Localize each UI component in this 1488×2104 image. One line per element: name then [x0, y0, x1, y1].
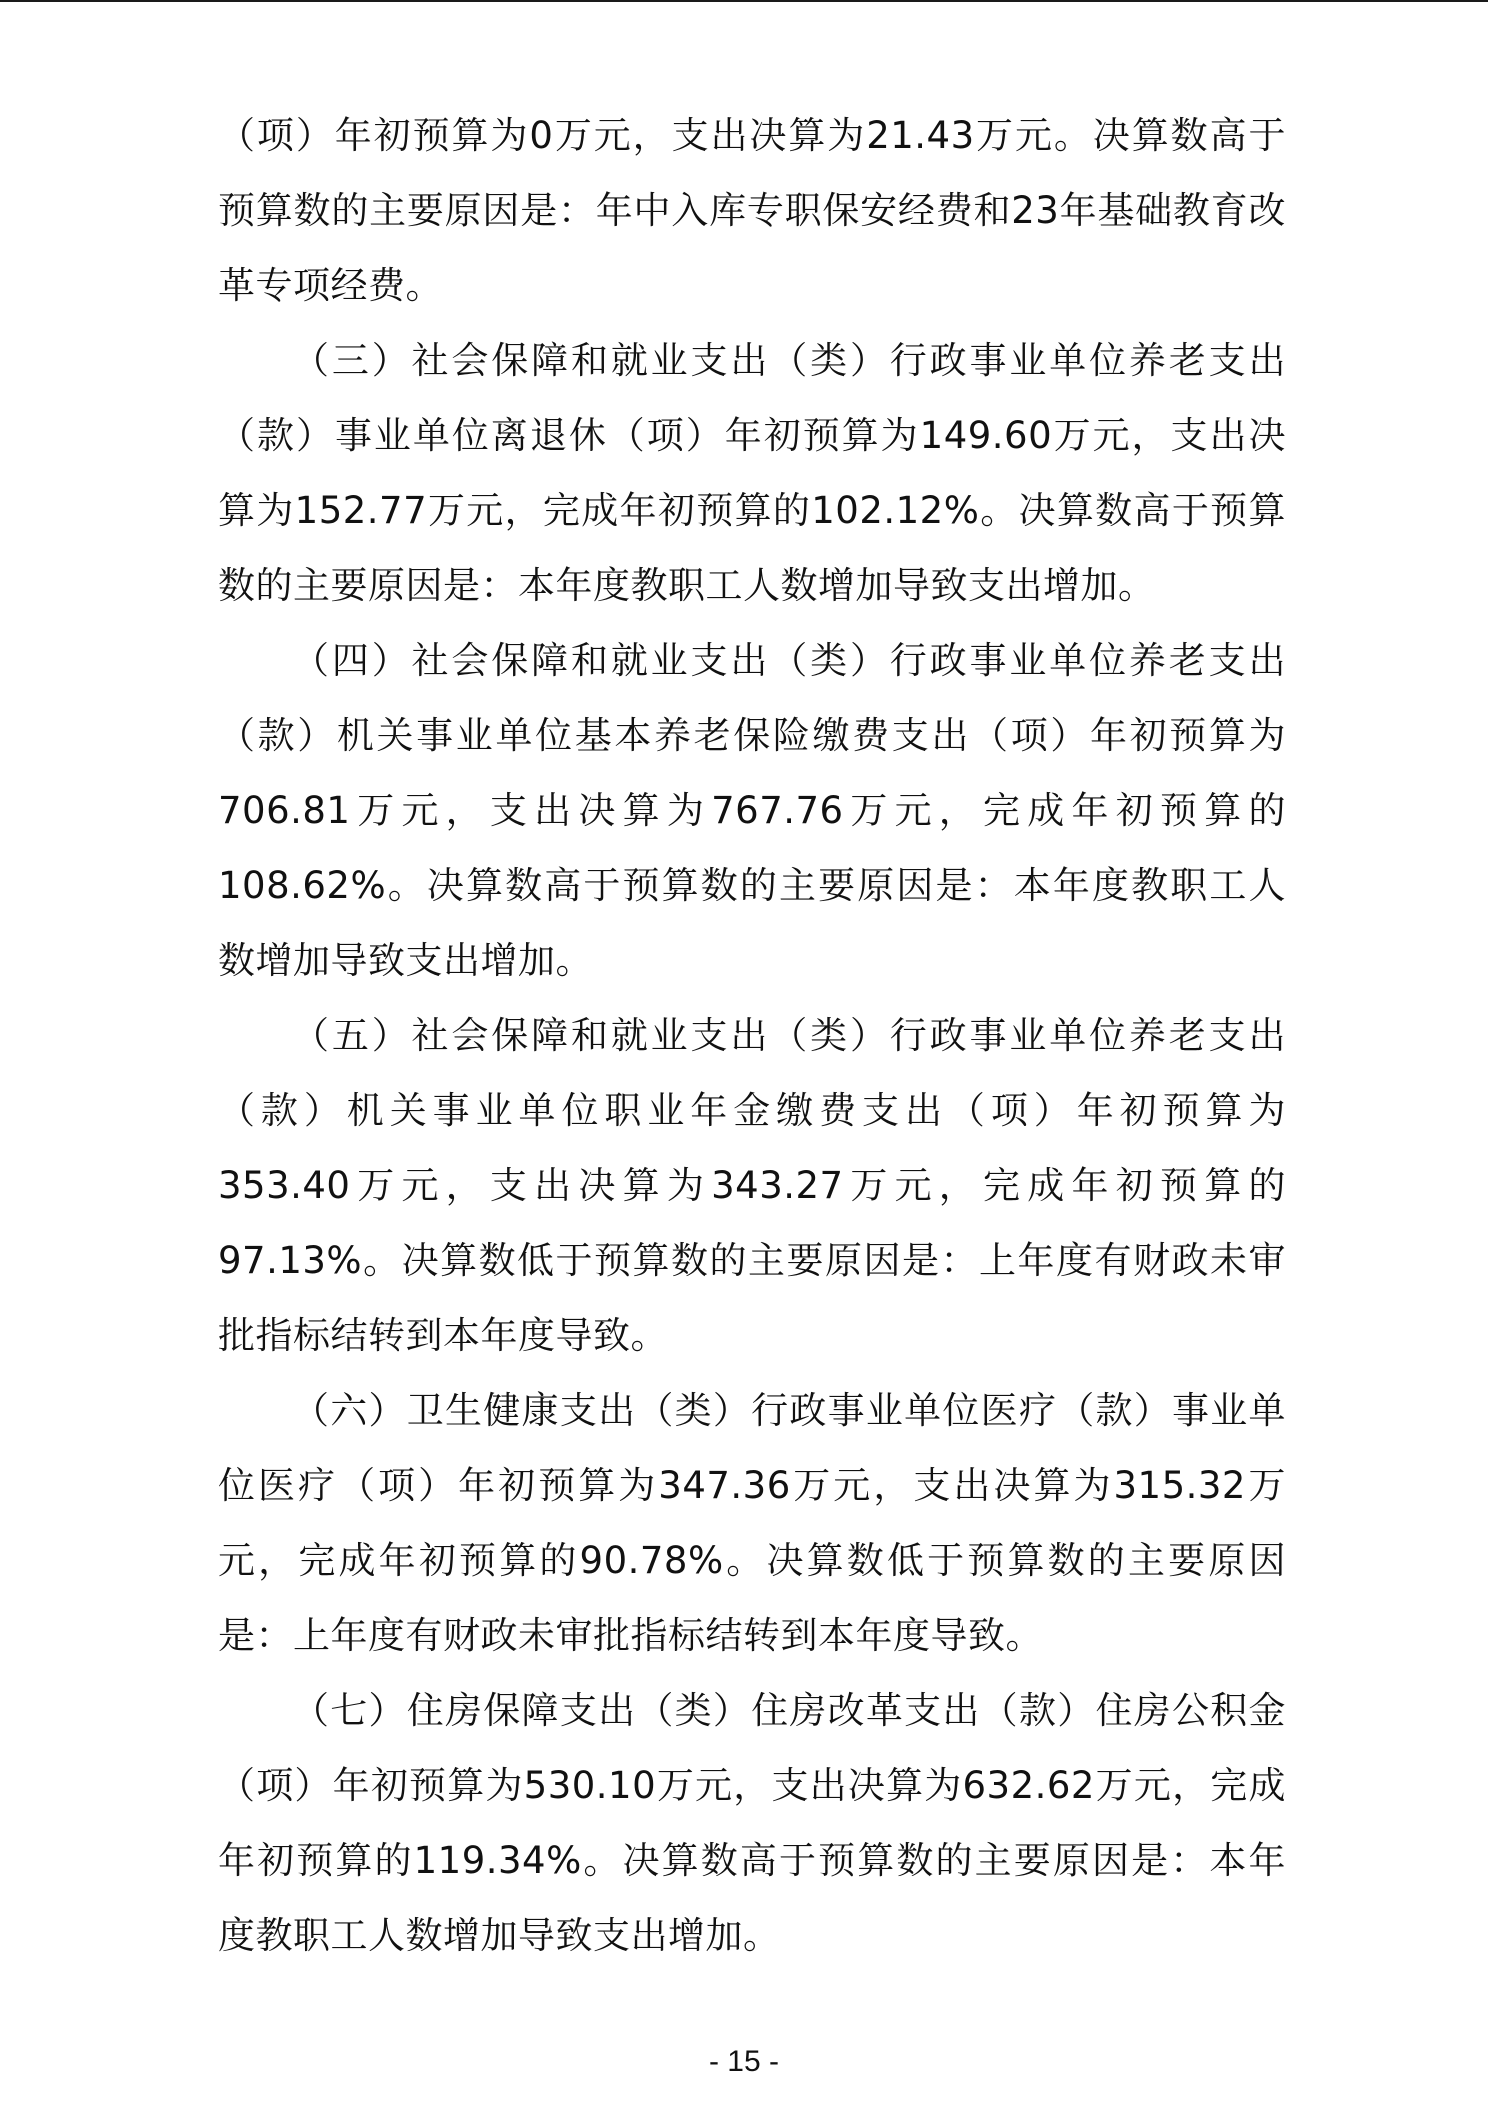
page-number: - 15 - — [708, 2045, 780, 2078]
paragraph-item-3: （三）社会保障和就业支出（类）行政事业单位养老支出（款）事业单位离退休（项）年初预算为149.60万元，支出决算为152.77万元，完成年初预算的102.12%。决算数高于预算数的主要原因是：本年度教职工人数增加导致支出增加。 — [218, 339, 1286, 607]
top-border-rule — [0, 0, 1488, 2]
document-body — [218, 98, 1286, 1973]
paragraph-item-5: （五）社会保障和就业支出（类）行政事业单位养老支出（款）机关事业单位职业年金缴费支出（项）年初预算为353.40万元，支出决算为343.27万元，完成年初预算的97.13%。决算数低于预算数的主要原因是：上年度有财政未审批指标结转到本年度导致。 — [218, 1014, 1286, 1357]
paragraph-item-6: （六）卫生健康支出（类）行政事业单位医疗（款）事业单位医疗（项）年初预算为347.36万元，支出决算为315.32万元，完成年初预算的90.78%。决算数低于预算数的主要原因是：上年度有财政未审批指标结转到本年度导致。 — [218, 1389, 1286, 1657]
paragraph-continuation: （项）年初预算为0万元，支出决算为21.43万元。决算数高于预算数的主要原因是：年中入库专职保安经费和23年基础教育改革专项经费。 — [218, 114, 1286, 307]
paragraph-item-4: （四）社会保障和就业支出（类）行政事业单位养老支出（款）机关事业单位基本养老保险缴费支出（项）年初预算为706.81万元，支出决算为767.76万元，完成年初预算的108.62%。决算数高于预算数的主要原因是：本年度教职工人数增加导致支出增加。 — [218, 639, 1286, 982]
paragraph-item-7: （七）住房保障支出（类）住房改革支出（款）住房公积金（项）年初预算为530.10万元，支出决算为632.62万元，完成年初预算的119.34%。决算数高于预算数的主要原因是：本年度教职工人数增加导致支出增加。 — [218, 1689, 1286, 1957]
